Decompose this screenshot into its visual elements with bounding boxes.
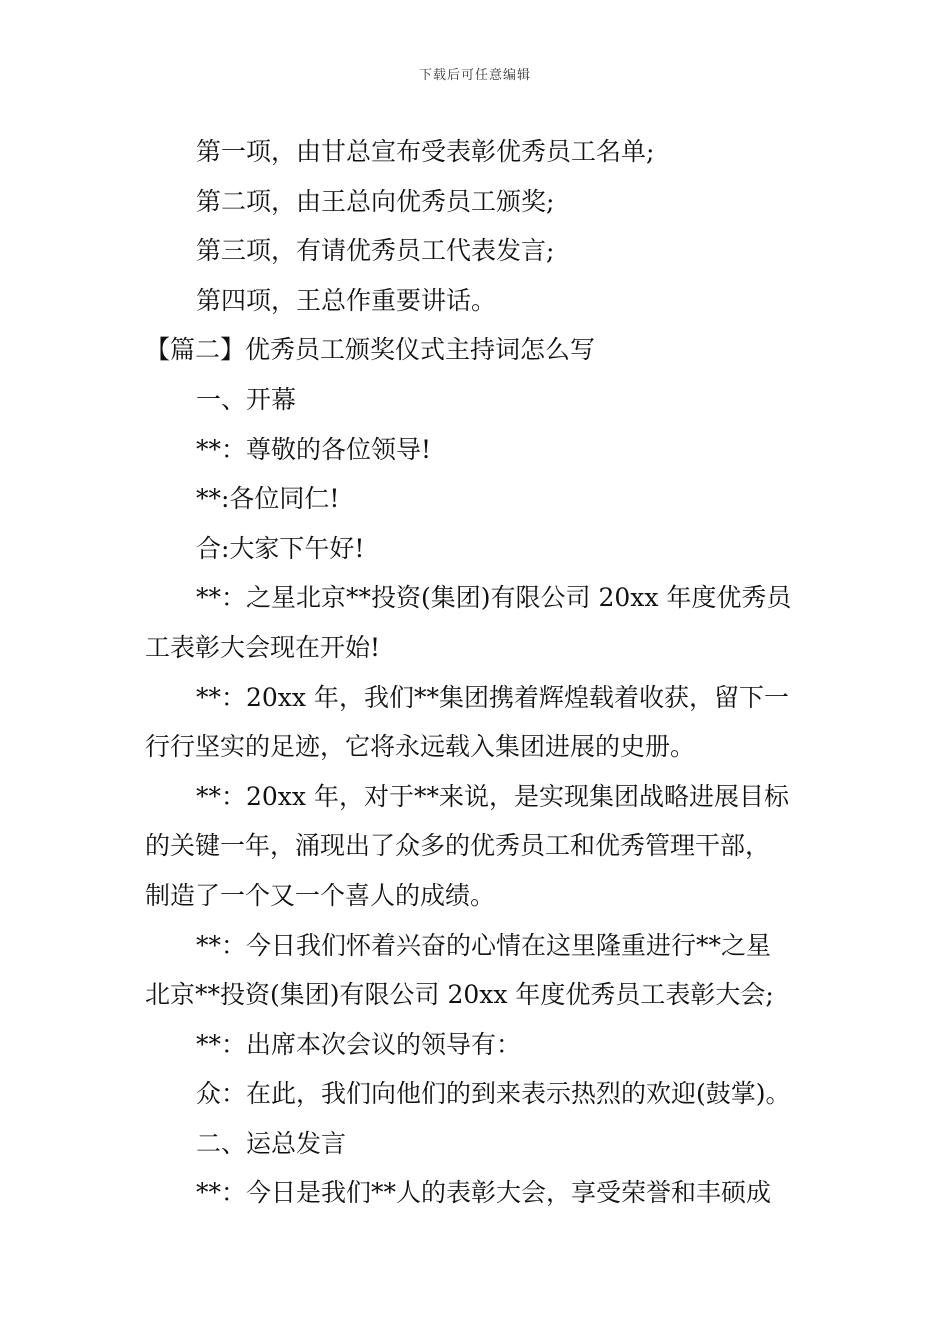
paragraph-line: **:各位同仁! <box>196 484 340 514</box>
paragraph-line: **：今日是我们**人的表彰大会，享受荣誉和丰硕成 <box>196 1178 772 1208</box>
paragraph-line: **：20xx 年，我们**集团携着辉煌载着收获，留下一 <box>196 682 789 712</box>
subsection-heading: 一、开幕 <box>196 384 297 414</box>
subsection-heading: 二、运总发言 <box>196 1128 347 1158</box>
page-header: 下载后可任意编辑 <box>418 68 531 83</box>
paragraph-line: 第三项，有请优秀员工代表发言; <box>196 236 555 266</box>
paragraph-line: 北京**投资(集团)有限公司 20xx 年度优秀员工表彰大会; <box>145 980 774 1010</box>
paragraph-line: **：今日我们怀着兴奋的心情在这里隆重进行**之星 <box>196 930 772 960</box>
paragraph-line: **：尊敬的各位领导! <box>196 434 432 464</box>
paragraph-line: 第四项，王总作重要讲话。 <box>196 285 497 315</box>
paragraph-line: 工表彰大会现在开始! <box>145 632 381 662</box>
paragraph-line: 第二项，由王总向优秀员工颁奖; <box>196 186 555 216</box>
paragraph-line: 行行坚实的足迹，它将永远载入集团进展的史册。 <box>145 732 696 762</box>
paragraph-line: 第一项，由甘总宣布受表彰优秀员工名单; <box>196 137 655 166</box>
paragraph-line: **：出席本次会议的领导有： <box>196 1029 522 1059</box>
section-heading: 【篇二】优秀员工颁奖仪式主持词怎么写 <box>145 335 596 365</box>
paragraph-line: 合:大家下午好! <box>196 533 365 563</box>
paragraph-line: 众：在此，我们向他们的到来表示热烈的欢迎(鼓掌)。 <box>196 1079 791 1109</box>
paragraph-line: **：之星北京**投资(集团)有限公司 20xx 年度优秀员 <box>196 583 792 613</box>
paragraph-line: 制造了一个又一个喜人的成绩。 <box>145 880 496 910</box>
document-body <box>145 127 810 1218</box>
paragraph-line: 的关键一年，涌现出了众多的优秀员工和优秀管理干部， <box>145 831 771 861</box>
paragraph-line: **：20xx 年，对于**来说，是实现集团战略进展目标 <box>196 781 789 811</box>
